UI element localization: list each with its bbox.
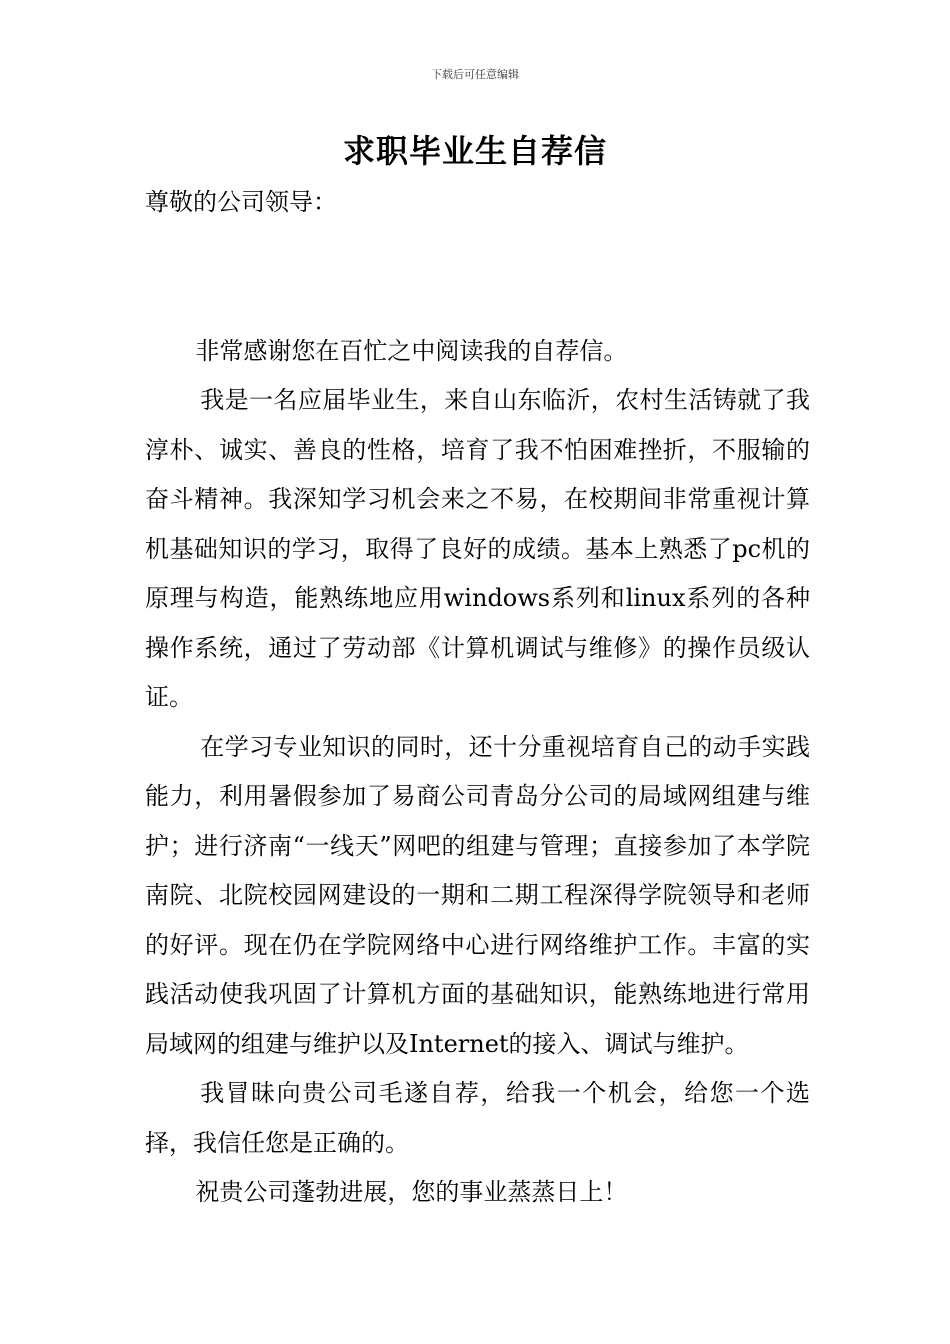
header-note: 下载后可任意编辑 [431,68,519,81]
paragraph-practice: 在学习专业知识的同时，还十分重视培育自己的动手实践能力，利用暑假参加了易商公司青岛分公司的局域网组建与维护；进行济南“一线天”网吧的组建与管理；直接参加了本学院南院、北院校园网建设的一期和二期工程深得学院领导和老师的好评。现在仍在学院网络中心进行网络维护工作。丰富的实践活动使我巩固了计算机方面的基础知识，能熟练地进行常用局域网的组建与维护以及Internet的接入、调试与维护。 [145,732,810,1058]
paragraph-background: 我是一名应届毕业生，来自山东临沂，农村生活铸就了我淳朴、诚实、善良的性格，培育了我不怕困难挫折，不服输的奋斗精神。我深知学习机会来之不易，在校期间非常重视计算机基础知识的学习，取得了良好的成绩。基本上熟悉了pc机的原理与构造，能熟练地应用windows系列和linux系列的各种操作系统，通过了劳动部《计算机调试与维修》的操作员级认证。 [145,386,810,711]
document-title: 求职毕业生自荐信 [342,132,607,170]
paragraph-closing: 祝贵公司蓬勃进展，您的事业蒸蒸日上！ [195,1178,628,1206]
letter-body [145,178,810,1218]
blank-line [145,228,810,327]
paragraph-request: 我冒昧向贵公司毛遂自荐，给我一个机会，给您一个选择，我信任您是正确的。 [145,1079,810,1157]
salutation: 尊敬的公司领导： [145,188,337,216]
paragraph-thanks: 非常感谢您在百忙之中阅读我的自荐信。 [195,336,628,365]
